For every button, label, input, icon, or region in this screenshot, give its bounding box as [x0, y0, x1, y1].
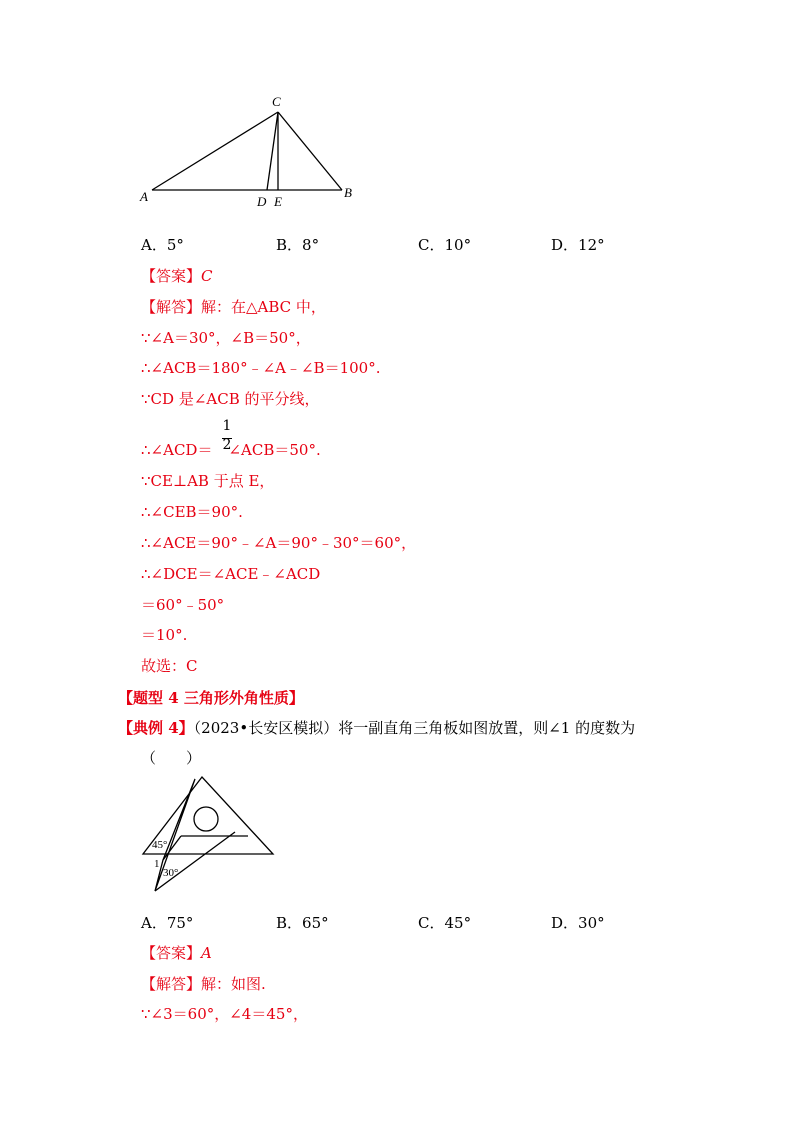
label-45-degree: 45° — [152, 839, 168, 851]
segment-bc — [278, 112, 342, 190]
q1-step-9: ＝60°﹣50° — [141, 596, 225, 614]
example-4-stem — [118, 718, 635, 738]
segment-ac — [152, 112, 278, 190]
fraction-denominator: 2 — [222, 437, 232, 453]
set-square-45-hole — [194, 807, 218, 831]
example-4-label: 【典例 4】 — [118, 719, 194, 737]
q1-step-2: ∴∠ACB＝180°﹣∠A﹣∠B＝100°. — [141, 359, 381, 377]
label-e: E — [274, 194, 282, 209]
example-4-paren: （ ） — [141, 749, 202, 767]
q1-answer — [141, 266, 213, 286]
label-a: A — [140, 189, 148, 204]
q1-step-4-head: ∴∠ACD＝ — [141, 441, 213, 459]
q1-step-4-tail: ∠ACB＝50°. — [228, 441, 321, 459]
segment-cd — [267, 112, 278, 190]
q1-option-c: C．10° — [418, 236, 472, 254]
q1-answer-value: C — [201, 267, 213, 285]
label-angle-1: 1 — [154, 858, 160, 870]
q1-option-d: D．12° — [551, 236, 605, 254]
triangle-abc-figure — [130, 88, 370, 213]
q2-solution-intro — [141, 974, 266, 994]
q2-option-a: A．75° — [141, 914, 194, 932]
q1-option-a: A．5° — [141, 236, 184, 254]
label-30-degree: 30° — [163, 867, 179, 879]
q1-answer-label: 【答案】 — [141, 267, 202, 285]
q1-step-1: ∵∠A＝30°，∠B＝50°， — [141, 329, 311, 347]
q1-solution-intro-text: 解：在△ABC 中， — [201, 298, 326, 316]
q2-answer-label: 【答案】 — [141, 944, 202, 962]
q1-solution-intro — [141, 297, 326, 317]
section-heading: 【题型 4 三角形外角性质】 — [118, 689, 304, 707]
q2-option-d: D．30° — [551, 914, 605, 932]
q2-solution-label: 【解答】 — [141, 975, 202, 993]
q2-answer — [141, 943, 212, 963]
label-b: B — [344, 185, 352, 200]
q1-step-8: ∴∠DCE＝∠ACE﹣∠ACD — [141, 565, 321, 583]
q1-step-3: ∵CD 是∠ACB 的平分线， — [141, 390, 320, 408]
q2-solution-intro-text: 解：如图. — [201, 975, 266, 993]
q2-step-1: ∵∠3＝60°，∠4＝45°， — [141, 1005, 308, 1023]
q2-answer-value: A — [201, 944, 212, 962]
q1-step-11: 故选：C — [141, 657, 198, 675]
example-4-text: （2023•长安区模拟）将一副直角三角板如图放置，则∠1 的度数为 — [193, 719, 636, 737]
q1-step-5: ∵CE⊥AB 于点 E， — [141, 472, 275, 490]
q1-step-7: ∴∠ACE＝90°﹣∠A＝90°﹣30°＝60°， — [141, 534, 417, 552]
fraction-numerator: 1 — [222, 418, 232, 434]
label-c: C — [272, 94, 281, 109]
q1-step-10: ＝10°. — [141, 626, 188, 644]
q1-solution-label: 【解答】 — [141, 298, 202, 316]
q1-step-6: ∴∠CEB＝90°. — [141, 503, 243, 521]
q2-option-b: B．65° — [276, 914, 329, 932]
label-d: D — [257, 194, 267, 209]
set-squares-figure — [135, 772, 285, 897]
q2-option-c: C．45° — [418, 914, 472, 932]
q1-option-b: B．8° — [276, 236, 320, 254]
